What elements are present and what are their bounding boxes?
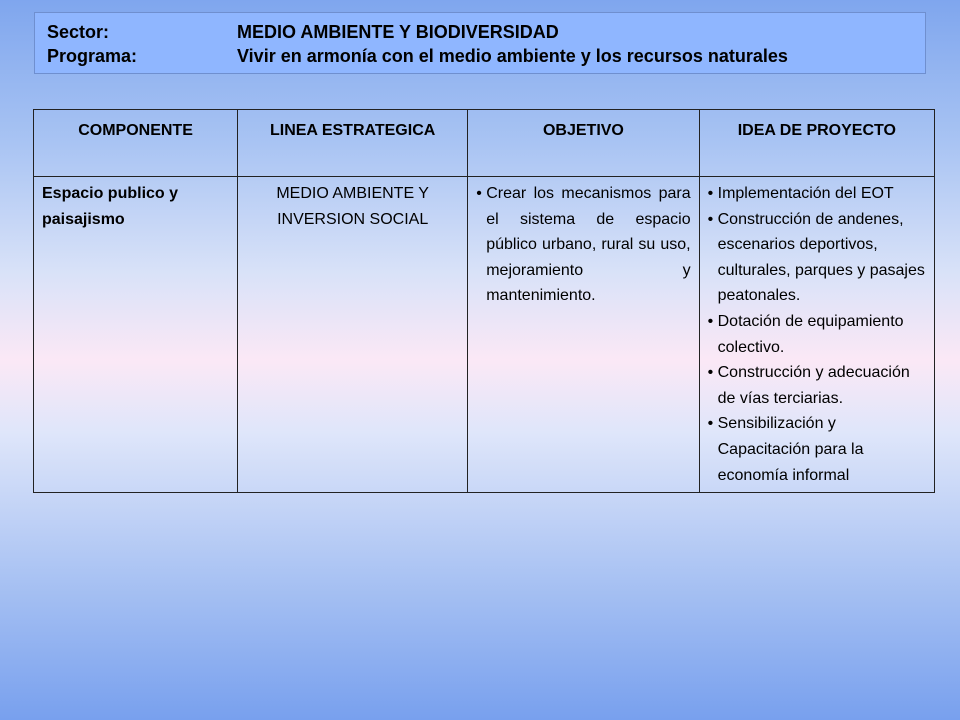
column-header-linea: LINEA ESTRATEGICA [238, 110, 468, 177]
componente-cell: Espacio publico y paisajismo [34, 177, 238, 493]
programa-label: Programa: [47, 46, 138, 66]
list-item: • Construcción de andenes, escenarios deportivos, culturales, parques y pasajes peatonales. [708, 207, 926, 309]
column-header-componente: COMPONENTE [34, 110, 238, 177]
linea-cell: MEDIO AMBIENTE Y INVERSION SOCIAL [238, 177, 468, 493]
list-item: • Crear los mecanismos para el sistema de espacio público urbano, rural su uso, mejoramiento y mantenimiento. [476, 181, 690, 309]
sector-label: Sector: [47, 22, 110, 42]
objetivo-cell [468, 177, 699, 493]
sector-value: MEDIO AMBIENTE Y BIODIVERSIDAD [237, 22, 559, 42]
list-item: • Sensibilización y Capacitación para la economía informal [708, 411, 926, 488]
idea-cell [699, 177, 934, 493]
sector-row [47, 20, 915, 44]
list-item: • Dotación de equipamiento colectivo. [708, 309, 926, 360]
objetivo-list [476, 181, 690, 309]
table-header-row [34, 110, 935, 177]
list-item: • Construcción y adecuación de vías terciarias. [708, 360, 926, 411]
header-box [34, 12, 926, 74]
list-item: • Implementación del EOT [708, 181, 926, 207]
programa-row [47, 44, 915, 68]
column-header-idea: IDEA DE PROYECTO [699, 110, 934, 177]
table-row [34, 177, 935, 493]
column-header-objetivo: OBJETIVO [468, 110, 699, 177]
idea-list [708, 181, 926, 488]
project-table [33, 109, 935, 493]
programa-value: Vivir en armonía con el medio ambiente y los recursos naturales [237, 46, 788, 66]
